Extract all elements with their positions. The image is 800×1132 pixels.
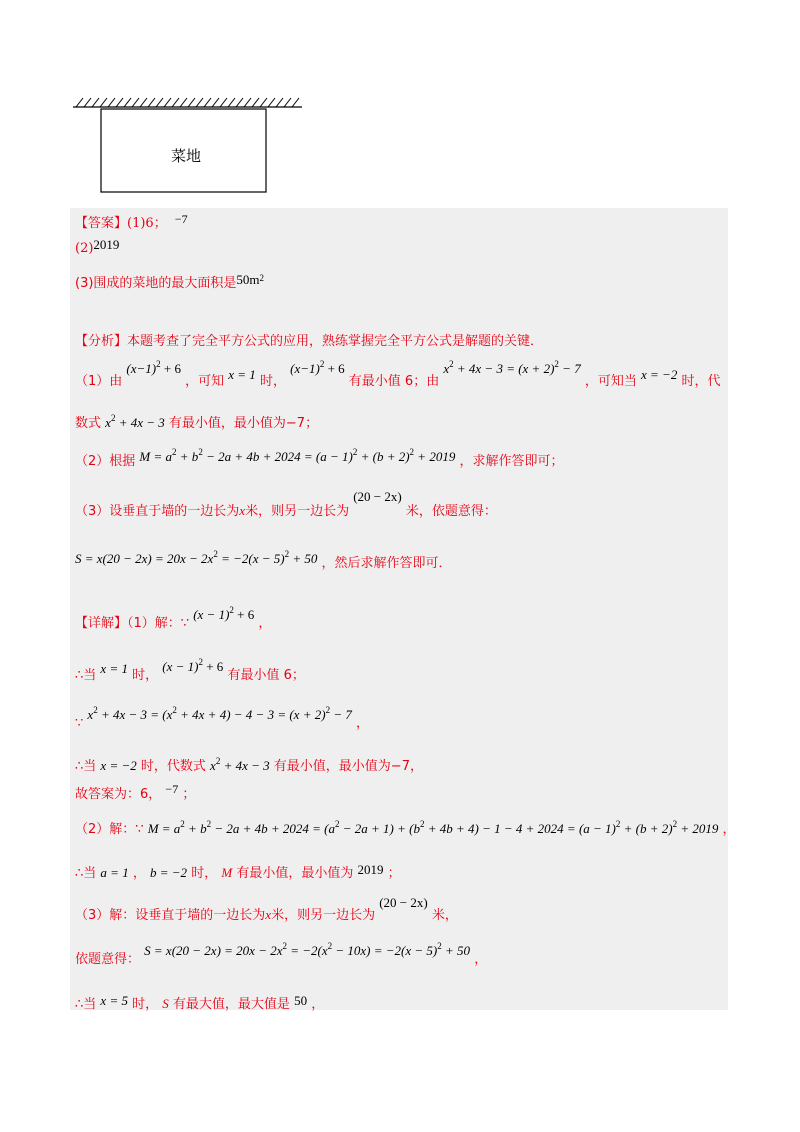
math-expression: x = −2 (641, 367, 678, 382)
math-expression: 2019 (357, 862, 384, 877)
detail-text: 有最大值，最大值是 (172, 997, 290, 1012)
analysis-text: 时， (259, 374, 286, 389)
answer-3-text: (3)围成的菜地的最大面积是 (75, 276, 237, 291)
analysis-text: 数式 (75, 416, 102, 431)
detail-tag: 【详解】 (75, 616, 128, 631)
garden-label: 菜地 (171, 147, 202, 165)
detail-text: ∴当 (75, 759, 97, 774)
answer-tag: 【答案】 (75, 216, 128, 231)
analysis-tag: 【分析】 (75, 334, 128, 349)
math-expression: 50 (294, 993, 308, 1008)
math-expression: $x^2 + 4x - 3 = (x + 2)^2 - 7$ (443, 359, 581, 376)
detail-text: 有最小值 6； (227, 668, 305, 683)
math-expression: x = 5 (100, 993, 128, 1008)
math-expression: x = 1 (228, 367, 256, 382)
math-expression: (20 − 2x) (353, 489, 402, 504)
detail-text: ， (722, 822, 736, 837)
detail-line-8 (75, 895, 458, 923)
math-expression: x = 1 (100, 661, 128, 676)
math-expression: $M = a^2 + b^2 - 2a + 4b + 2024 = (a - 1)^2 + (b + 2)^2 + 2019$ (139, 447, 456, 464)
analysis-text: （3）设垂直于墙的一边长为 (75, 504, 240, 519)
detail-text: ， (474, 952, 488, 967)
analysis-text: 米，则另一边长为 (245, 504, 350, 519)
detail-line-6 (75, 818, 736, 837)
detail-text: ； (182, 787, 196, 802)
math-expression: a = 1 (100, 865, 129, 880)
detail-text: ∴当 (75, 668, 97, 683)
detail-line-5 (75, 783, 195, 802)
analysis-line-1 (75, 359, 721, 389)
detail-line-3 (75, 705, 369, 731)
detail-line-10 (75, 993, 324, 1012)
analysis-line-4 (75, 489, 497, 519)
variable-x: x (265, 907, 272, 922)
analysis-text: ，可知 (185, 374, 225, 389)
analysis-text: ，然后求解作答即可． (321, 556, 452, 571)
detail-text: （3）解：设垂直于墙的一边长为 (75, 908, 266, 923)
detail-text: ∴当 (75, 866, 97, 881)
answer-line-3: (3)围成的菜地的最大面积是$50m^2$ (75, 272, 265, 291)
analysis-text: 有最小值，最小值为−7； (168, 416, 319, 431)
detail-line-7 (75, 862, 401, 881)
answer-2-prefix: (2) (75, 241, 94, 256)
answer-1-value: −7 (174, 212, 188, 226)
math-expression: $M = a^2 + b^2 - 2a + 4b + 2024 = (a^2 - 2a + 1) + (b^2 + 4b + 4) - 1 - 4 + 2024 = (a - 1)^2 + (b + 2)^2 + 2019$ (147, 819, 719, 836)
answer-line-2 (75, 237, 120, 256)
detail-line-4 (75, 755, 423, 774)
detail-text: ， (355, 716, 369, 731)
detail-text: ； (387, 866, 401, 881)
math-expression: $(x-1)^2 + 6$ (290, 359, 345, 376)
detail-text: 依题意得： (75, 952, 141, 967)
answer-1-prefix: (1)6； (127, 216, 167, 231)
detail-text: ， (311, 997, 325, 1012)
detail-text: （1）解：∵ (127, 616, 190, 631)
analysis-text: ，可知当 (584, 374, 637, 389)
detail-text: 有最小值，最小值为 (236, 866, 354, 881)
detail-text: 时， (132, 997, 159, 1012)
math-expression: $S = x(20 - 2x) = 20x - 2x^2 = -2(x^2 - 10x) = -2(x - 5)^2 + 50$ (144, 941, 471, 958)
math-expression: $S = x(20 - 2x) = 20x - 2x^2 = -2(x - 5)^2 + 50$ (75, 549, 318, 566)
variable-s: S (162, 996, 169, 1011)
analysis-line-5 (75, 549, 452, 571)
math-expression: $x^2 + 4x - 3$ (210, 756, 270, 773)
detail-line-9 (75, 941, 488, 967)
analysis-text: （1）由 (75, 374, 123, 389)
detail-text: 米， (431, 908, 458, 923)
math-expression: $(x-1)^2 + 6$ (126, 359, 181, 376)
answer-line-1 (75, 212, 188, 231)
analysis-text: 时，代 (681, 374, 721, 389)
math-expression: $x^2 + 4x - 3$ (105, 413, 165, 430)
detail-text: ∵ (75, 716, 84, 731)
math-expression: $(x - 1)^2 + 6$ (193, 605, 255, 622)
math-expression: b = −2 (150, 865, 188, 880)
analysis-text: 有最小值 6；由 (348, 374, 440, 389)
analysis-line-3 (75, 447, 564, 469)
math-expression: $(x - 1)^2 + 6$ (162, 657, 224, 674)
answer-3-value: 50m (236, 272, 260, 287)
detail-text: 米，则另一边长为 (271, 908, 376, 923)
analysis-text: （2）根据 (75, 454, 136, 469)
detail-text: （2）解：∵ (75, 822, 144, 837)
analysis-intro-text: 本题考查了完全平方公式的应用，熟练掌握完全平方公式是解题的关键． (127, 334, 544, 349)
variable-x: x (239, 503, 246, 518)
detail-text: 时，代数式 (140, 759, 206, 774)
detail-line-1 (75, 605, 272, 631)
analysis-text: 米，依题意得： (405, 504, 497, 519)
analysis-intro (75, 330, 543, 349)
analysis-line-2 (75, 412, 318, 431)
detail-text: 故答案为：6， (75, 787, 162, 802)
detail-text: 有最小值，最小值为−7， (273, 759, 423, 774)
analysis-text: ，求解作答即可； (459, 454, 564, 469)
detail-text: ， (132, 866, 146, 881)
math-expression: (20 − 2x) (379, 895, 428, 910)
detail-text: ， (258, 616, 272, 631)
detail-text: ∴当 (75, 997, 97, 1012)
variable-m: M (221, 865, 233, 880)
math-expression: $x^2 + 4x - 3 = (x^2 + 4x + 4) - 4 - 3 = (x + 2)^2 - 7$ (87, 705, 352, 722)
math-expression: x = −2 (100, 758, 137, 773)
detail-line-2 (75, 657, 305, 683)
math-expression: −7 (165, 782, 179, 796)
solution-block (70, 208, 728, 1010)
detail-text: 时， (132, 668, 159, 683)
detail-text: 时， (191, 866, 218, 881)
answer-2-value: 2019 (93, 237, 120, 252)
